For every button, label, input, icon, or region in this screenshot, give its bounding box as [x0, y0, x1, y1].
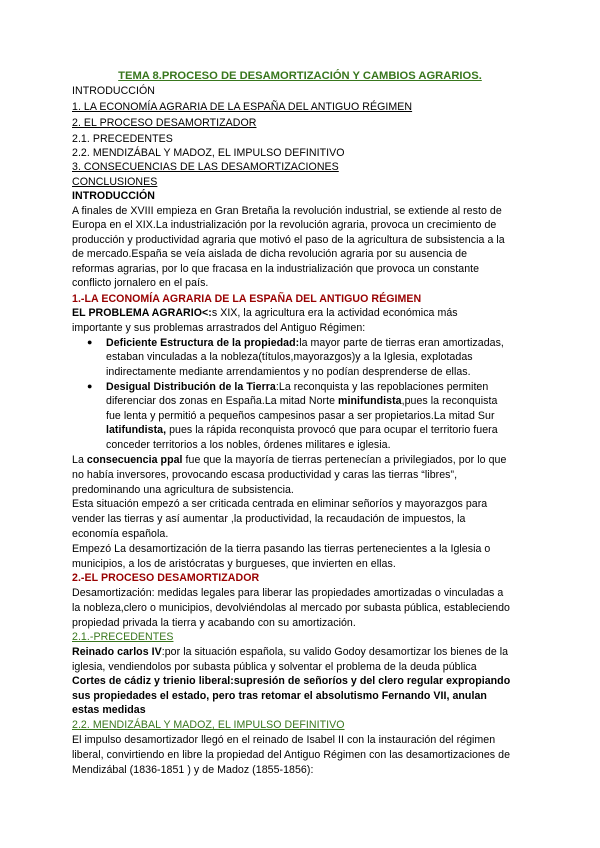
- text-run: La: [72, 454, 87, 466]
- bold-term: Desigual Distribución de la Tierra: [106, 381, 276, 393]
- bullet-icon: ●: [87, 337, 93, 347]
- paragraph-line: no había inversores, provocando escasa productividad y caras las tierras “libres”,: [72, 469, 458, 481]
- index-item: 1. LA ECONOMÍA AGRARIA DE LA ESPAÑA DEL ANTIGUO RÉGIMEN: [72, 101, 413, 113]
- subsection-heading: 2.1.-PRECEDENTES: [72, 631, 174, 643]
- paragraph-line: importante y sus problemas arrastrados del Antiguo Régimen:: [72, 322, 366, 334]
- paragraph-line: municipios, a los de aristócratas y burgueses, que invierten en ellas.: [72, 558, 396, 570]
- bullet-line: [106, 380, 488, 394]
- text-run: s XIX, la agricultura era la actividad económica más: [211, 307, 458, 319]
- bold-term: consecuencia ppal: [86, 454, 183, 466]
- text-run: ,pues la reconquista: [401, 395, 498, 407]
- paragraph-line: vender las tierras y así aumentar ,la productividad, la recaudación de impuestos, la: [72, 513, 466, 525]
- paragraph-line: El impulso desamortizador llegó en el reinado de Isabel II con la instauración del régimen: [72, 734, 496, 746]
- bold-term: EL PROBLEMA AGRARIO<:: [72, 307, 212, 319]
- bullet-line: indirectamente mediante arrendamientos y no podían desprenderse de ellas.: [106, 366, 471, 378]
- paragraph-line: sus propiedades el estado, pero tras retomar el absolutismo Fernando VII, anulan: [72, 690, 487, 702]
- paragraph-line: Empezó La desamortización de la tierra pasando las tierras pertenecientes a la Iglesia o: [72, 543, 491, 555]
- paragraph-line: iglesia, vendiendolos por subasta pública y solventar el problema de la deuda pública: [72, 661, 477, 673]
- bullet-line: [106, 336, 504, 350]
- paragraph-line: estas medidas: [72, 704, 146, 716]
- paragraph-line: Esta situación empezó a ser criticada centrada en eliminar señoríos y mayorazgos para: [72, 498, 488, 510]
- text-run: pues la rápida reconquista provocó que para ocupar el territorio fuera: [166, 424, 498, 436]
- text-run: fue que la mayoría de tierras pertenecían a privilegiados, por lo que: [182, 454, 507, 466]
- bullet-icon: ●: [87, 381, 93, 391]
- index-item: 2. EL PROCESO DESAMORTIZADOR: [72, 117, 257, 129]
- paragraph-line: producción y productividad agraria que motivó el paso de la agricultura de subsistencia a la: [72, 234, 505, 246]
- text-run: diferenciar dos zonas en España.La mitad Norte: [106, 395, 339, 407]
- paragraph-line: reformas agrarias, por lo que fracasa en la industrialización que provoca un constante: [72, 263, 480, 275]
- paragraph-line: liberal, convirtiendo en libre la propiedad del Antiguo Régimen con las desamortizaciones de: [72, 749, 511, 761]
- paragraph-line: conflicto jornalero en el país.: [72, 277, 209, 289]
- bold-term: Reinado carlos IV: [72, 646, 162, 658]
- paragraph-line: economía española.: [72, 528, 169, 540]
- paragraph-line: [72, 645, 508, 659]
- bold-term: minifundista: [338, 395, 402, 407]
- paragraph-line: la nobleza,clero o municipios, devolviéndolas al mercado por subasta pública, estableciendo: [72, 602, 510, 614]
- text-run: :por la situación española, su valido Godoy desamortizar los bienes de la: [161, 646, 509, 658]
- index-item: 2.2. MENDIZÁBAL Y MADOZ, EL IMPULSO DEFINITIVO: [72, 147, 345, 159]
- paragraph-line: de mercado.España se veía aislada de dicha revolución agraria por su ausencia de: [72, 248, 468, 260]
- paragraph-line: [72, 453, 506, 467]
- intro-heading: INTRODUCCIÓN: [72, 190, 155, 202]
- paragraph-line: Desamortización: medidas legales para liberar las propiedades amortizadas o vinculadas a: [72, 587, 504, 599]
- bullet-line: fue lenta y permitió a pequeños campesinos pasar a ser propietarios.La mitad Sur: [106, 410, 495, 422]
- bold-term: latifundista,: [106, 424, 167, 436]
- paragraph-line: Mendizábal (1836-1851 ) y de Madoz (1855-1856):: [72, 764, 314, 776]
- bullet-line: [106, 423, 498, 437]
- paragraph-line: propiedad privada la tierra y acabando con su amortización.: [72, 617, 356, 629]
- paragraph-line: Europa en el XIX.La industrialización por la revolución agraria, provoca un crecimiento de: [72, 219, 497, 231]
- bullet-line: conceder territorios a los nobles, órdenes militares e iglesia.: [106, 439, 391, 451]
- paragraph-line: [72, 306, 458, 320]
- index-item: 2.1. PRECEDENTES: [72, 133, 173, 145]
- index-item: INTRODUCCIÓN: [72, 85, 155, 97]
- paragraph-line: predominando una agricultura de subsistencia.: [72, 484, 294, 496]
- text-run: la mayor parte de tierras eran amortizadas,: [299, 337, 504, 349]
- section-heading: 1.-LA ECONOMÍA AGRARIA DE LA ESPAÑA DEL ANTIGUO RÉGIMEN: [72, 293, 422, 305]
- document-title: TEMA 8.PROCESO DE DESAMORTIZACIÓN Y CAMBIOS AGRARIOS.: [118, 70, 482, 82]
- paragraph-line: A finales de XVIII empieza en Gran Bretaña la revolución industrial, se extiende al resto de: [72, 205, 502, 217]
- bullet-line: [106, 394, 497, 408]
- bullet-line: estaban vinculadas a la nobleza(títulos,mayorazgos)y a la Iglesia, explotadas: [106, 351, 473, 363]
- paragraph-line: Cortes de cádiz y trienio liberal:supresión de señoríos y del clero regular expropiando: [72, 675, 511, 687]
- text-run: :La reconquista y las repoblaciones permiten: [275, 381, 489, 393]
- section-heading: 2.-EL PROCESO DESAMORTIZADOR: [72, 572, 260, 584]
- subsection-heading: 2.2. MENDIZÁBAL Y MADOZ, EL IMPULSO DEFINITIVO: [72, 719, 345, 731]
- index-item: CONCLUSIONES: [72, 176, 158, 188]
- bold-term: Deficiente Estructura de la propiedad:: [106, 337, 300, 349]
- index-item: 3. CONSECUENCIAS DE LAS DESAMORTIZACIONES: [72, 161, 339, 173]
